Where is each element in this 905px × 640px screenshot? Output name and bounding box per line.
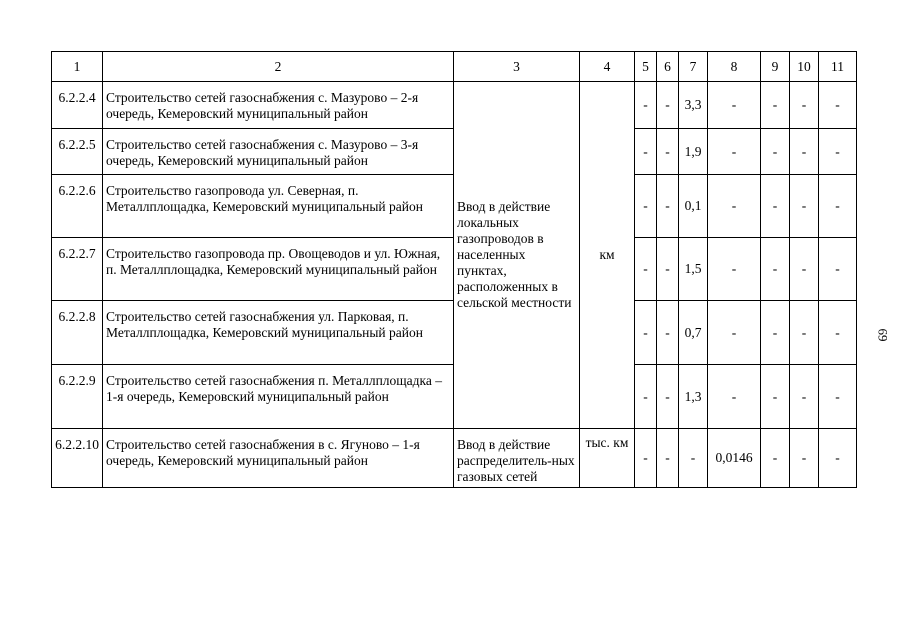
cell-11: - bbox=[819, 82, 857, 129]
cell-11: - bbox=[819, 129, 857, 175]
table-row bbox=[52, 82, 857, 129]
header-cell: 6 bbox=[657, 52, 679, 82]
cell-6: - bbox=[657, 365, 679, 429]
row-name: Строительство газопровода ул. Северная, п. Металлплощадка, Кемеровский муниципальный район bbox=[103, 175, 454, 238]
header-cell: 2 bbox=[103, 52, 454, 82]
header-cell: 5 bbox=[635, 52, 657, 82]
header-cell: 1 bbox=[52, 52, 103, 82]
cell-10: - bbox=[790, 129, 819, 175]
cell-9: - bbox=[761, 301, 790, 365]
cell-5: - bbox=[635, 82, 657, 129]
cell-10: - bbox=[790, 429, 819, 488]
row-code: 6.2.2.9 bbox=[52, 365, 103, 429]
cell-5: - bbox=[635, 129, 657, 175]
cell-9: - bbox=[761, 365, 790, 429]
cell-6: - bbox=[657, 129, 679, 175]
cell-8: - bbox=[708, 82, 761, 129]
cell-5: - bbox=[635, 301, 657, 365]
cell-11: - bbox=[819, 175, 857, 238]
cell-5: - bbox=[635, 365, 657, 429]
cell-10: - bbox=[790, 365, 819, 429]
header-cell: 3 bbox=[454, 52, 580, 82]
cell-7: - bbox=[679, 429, 708, 488]
cell-6: - bbox=[657, 175, 679, 238]
cell-8: - bbox=[708, 175, 761, 238]
cell-7: 1,5 bbox=[679, 238, 708, 301]
cell-6: - bbox=[657, 82, 679, 129]
cell-10: - bbox=[790, 82, 819, 129]
header-cell: 7 bbox=[679, 52, 708, 82]
row-purpose: Ввод в действие распределитель-ных газовых сетей bbox=[454, 429, 580, 488]
merged-unit-cell: км bbox=[580, 82, 635, 429]
cell-11: - bbox=[819, 301, 857, 365]
cell-8: - bbox=[708, 129, 761, 175]
cell-6: - bbox=[657, 429, 679, 488]
row-name: Строительство сетей газоснабжения с. Мазурово – 2-я очередь, Кемеровский муниципальный район bbox=[103, 82, 454, 129]
row-name: Строительство сетей газоснабжения в с. Ягуново – 1-я очередь, Кемеровский муниципальный район bbox=[103, 429, 454, 488]
table-row bbox=[52, 429, 857, 488]
cell-8: - bbox=[708, 238, 761, 301]
cell-8: - bbox=[708, 365, 761, 429]
cell-9: - bbox=[761, 129, 790, 175]
cell-6: - bbox=[657, 301, 679, 365]
cell-8: 0,0146 bbox=[708, 429, 761, 488]
merged-purpose-cell: Ввод в действие локальных газопроводов в населенных пунктах, расположенных в сельской местности bbox=[454, 82, 580, 429]
row-code: 6.2.2.7 bbox=[52, 238, 103, 301]
row-code: 6.2.2.4 bbox=[52, 82, 103, 129]
cell-5: - bbox=[635, 238, 657, 301]
cell-8: - bbox=[708, 301, 761, 365]
row-name: Строительство газопровода пр. Овощеводов и ул. Южная, п. Металлплощадка, Кемеровский муниципальный район bbox=[103, 238, 454, 301]
cell-11: - bbox=[819, 238, 857, 301]
cell-11: - bbox=[819, 429, 857, 488]
cell-7: 0,1 bbox=[679, 175, 708, 238]
cell-11: - bbox=[819, 365, 857, 429]
row-code: 6.2.2.8 bbox=[52, 301, 103, 365]
header-row bbox=[52, 52, 857, 82]
row-code: 6.2.2.5 bbox=[52, 129, 103, 175]
cell-7: 1,3 bbox=[679, 365, 708, 429]
cell-9: - bbox=[761, 175, 790, 238]
row-unit: тыс. км bbox=[580, 429, 635, 488]
cell-10: - bbox=[790, 301, 819, 365]
header-cell: 11 bbox=[819, 52, 857, 82]
header-cell: 8 bbox=[708, 52, 761, 82]
cell-9: - bbox=[761, 238, 790, 301]
header-cell: 9 bbox=[761, 52, 790, 82]
row-code: 6.2.2.10 bbox=[52, 429, 103, 488]
cell-6: - bbox=[657, 238, 679, 301]
cell-7: 0,7 bbox=[679, 301, 708, 365]
header-cell: 4 bbox=[580, 52, 635, 82]
cell-5: - bbox=[635, 429, 657, 488]
cell-9: - bbox=[761, 82, 790, 129]
cell-9: - bbox=[761, 429, 790, 488]
page-number: 69 bbox=[875, 328, 891, 342]
row-name: Строительство сетей газоснабжения с. Мазурово – 3-я очередь, Кемеровский муниципальный район bbox=[103, 129, 454, 175]
cell-7: 1,9 bbox=[679, 129, 708, 175]
cell-5: - bbox=[635, 175, 657, 238]
cell-10: - bbox=[790, 175, 819, 238]
data-table bbox=[51, 51, 857, 488]
row-code: 6.2.2.6 bbox=[52, 175, 103, 238]
header-cell: 10 bbox=[790, 52, 819, 82]
row-name: Строительство сетей газоснабжения ул. Парковая, п. Металлплощадка, Кемеровский муниципальный район bbox=[103, 301, 454, 365]
cell-10: - bbox=[790, 238, 819, 301]
cell-7: 3,3 bbox=[679, 82, 708, 129]
row-name: Строительство сетей газоснабжения п. Металлплощадка – 1-я очередь, Кемеровский муниципальный район bbox=[103, 365, 454, 429]
